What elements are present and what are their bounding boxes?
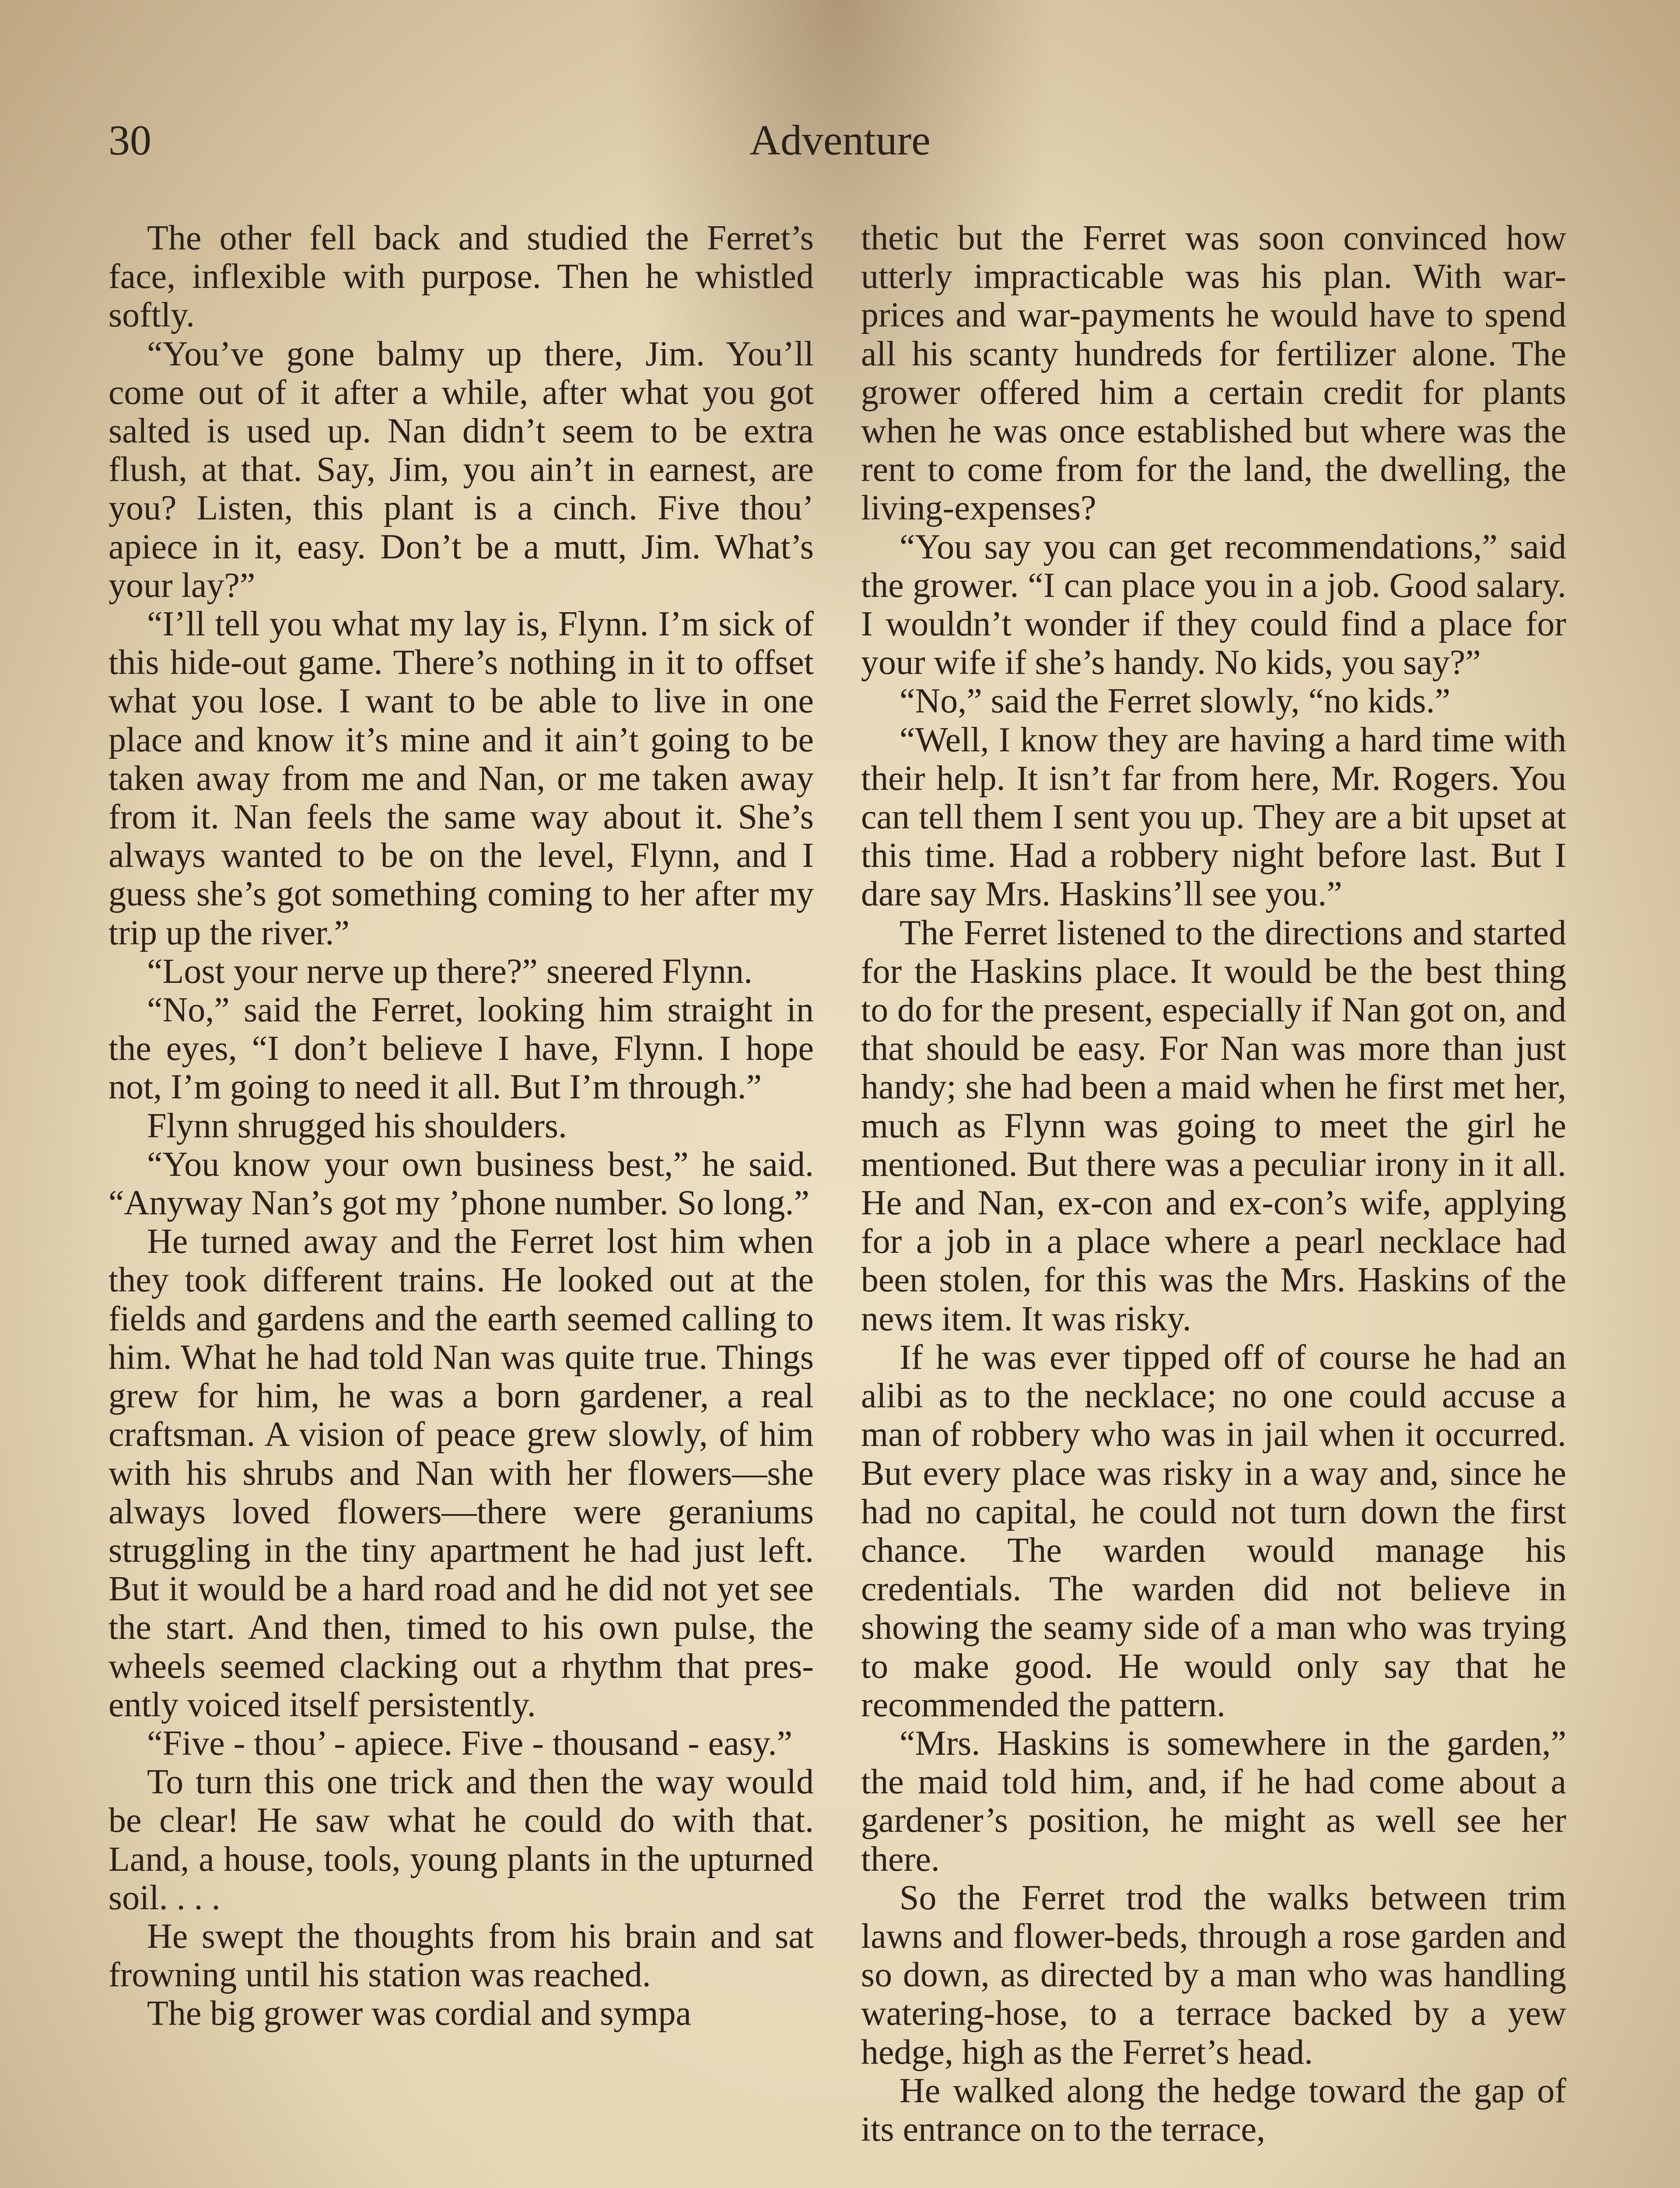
paragraph: The big grower was cordial and sympa — [147, 1994, 692, 2033]
right-column — [861, 219, 1566, 2149]
paragraph: “No,” said the Ferret, looking him straight in the eyes, “I don’t believe I have, Flynn. I hope not, I’m going to need it all. But I’m through.” — [108, 991, 814, 1107]
paragraph: thetic but the Ferret was soon convinced how utterly impracticable was his plan. With war-prices and war-payments he would have to spend all his scanty hundreds for fertilizer alone. The grower offered him a certain credit for plants when he was once established but where was the rent to come from for the land, the dwelling, the living-expenses? — [861, 219, 1566, 528]
paragraph: To turn this one trick and then the way would be clear! He saw what he could do with that. Land, a house, tools, young plants in the upturned soil. . . . — [108, 1763, 814, 1917]
paragraph: “I’ll tell you what my lay is, Flynn. I’m sick of this hide-out game. There’s nothing in it to offset what you lose. I want to be able to live in one place and know it’s mine and it ain’t going to be taken away from me and Nan, or me taken away from it. Nan feels the same way about it. She’s always wanted to be on the level, Flynn, and I guess she’s got something coming to her after my trip up the river.” — [108, 605, 814, 952]
left-column — [108, 219, 814, 2033]
paragraph: So the Ferret trod the walks between trim lawns and flower-beds, through a rose garden and so down, as directed by a man who was handling watering-hose, to a terrace backed by a yew hedge, high as the Ferret’s head. — [861, 1878, 1566, 2072]
paragraph: “You say you can get recommendations,” said the grower. “I can place you in a job. Good salary. I wouldn’t wonder if they could find a place for your wife if she’s handy. No kids, you say?” — [861, 527, 1566, 682]
paragraph: Flynn shrugged his shoulders. — [147, 1106, 567, 1145]
paragraph: If he was ever tipped off of course he had an alibi as to the necklace; no one could accuse a man of robbery who was in jail when it occurred. But every place was risky in a way and, since he had no capital, he could not turn down the first chance. The warden would manage his credentials. The warden did not believe in showing the seamy side of a man who was trying to make good. He would only say that he recommended the pattern. — [861, 1338, 1566, 1724]
paragraph: “Five - thou’ - apiece. Five - thousand - easy.” — [147, 1724, 793, 1763]
paragraph: He walked along the hedge toward the gap of its entrance on to the terrace, — [861, 2071, 1566, 2149]
paragraph: He swept the thoughts from his brain and sat frowning until his station was reached. — [108, 1917, 814, 1995]
paragraph: He turned away and the Ferret lost him when they took different trains. He looked out at the fields and gardens and the earth seemed calling to him. What he had told Nan was quite true. Things grew for him, he was a born gardener, a real craftsman. A vision of peace grew slowly, of him with his shrubs and Nan with her flowers—she always loved flowers—there were geraniums struggling in the tiny apartment he had just left. But it would be a hard road and he did not yet see the start. And then, timed to his own pulse, the wheels seemed clacking out a rhythm that presently voiced itself persistently. — [108, 1222, 814, 1724]
paragraph: “You know your own business best,” he said. “Anyway Nan’s got my ’phone number. So long.” — [108, 1145, 814, 1223]
paragraph: “Mrs. Haskins is somewhere in the garden,” the maid told him, and, if he had come about a gardener’s position, he might as well see her there. — [861, 1724, 1566, 1879]
paragraph: “You’ve gone balmy up there, Jim. You’ll come out of it after a while, after what you got salted is used up. Nan didn’t seem to be extra flush, at that. Say, Jim, you ain’t in earnest, are you? Listen, this plant is a cinch. Five thou’ apiece in it, easy. Don’t be a mutt, Jim. What’s your lay?” — [108, 334, 814, 605]
paragraph: “Well, I know they are having a hard time with their help. It isn’t far from here, Mr. Rogers. You can tell them I sent you up. They are a bit upset at this time. Had a robbery night before last. But I dare say Mrs. Haskins’ll see you.” — [861, 720, 1566, 914]
paragraph: “Lost your nerve up there?” sneered Flynn. — [147, 952, 752, 991]
running-head-title: Adventure — [749, 117, 931, 164]
paragraph: The other fell back and studied the Ferret’s face, inflexible with purpose. Then he whistled softly. — [108, 219, 814, 335]
paragraph: The Ferret listened to the directions and started for the Haskins place. It would be the best thing to do for the present, especially if Nan got on, and that should be easy. For Nan was more than just handy; she had been a maid when he first met her, much as Flynn was going to meet the girl he mentioned. But there was a peculiar irony in it all. He and Nan, ex-con and ex-con’s wife, applying for a job in a place where a pearl necklace had been stolen, for this was the Mrs. Haskins of the news item. It was risky. — [861, 913, 1566, 1338]
page-number: 30 — [108, 117, 151, 164]
paragraph: “No,” said the Ferret slowly, “no kids.” — [900, 682, 1450, 721]
